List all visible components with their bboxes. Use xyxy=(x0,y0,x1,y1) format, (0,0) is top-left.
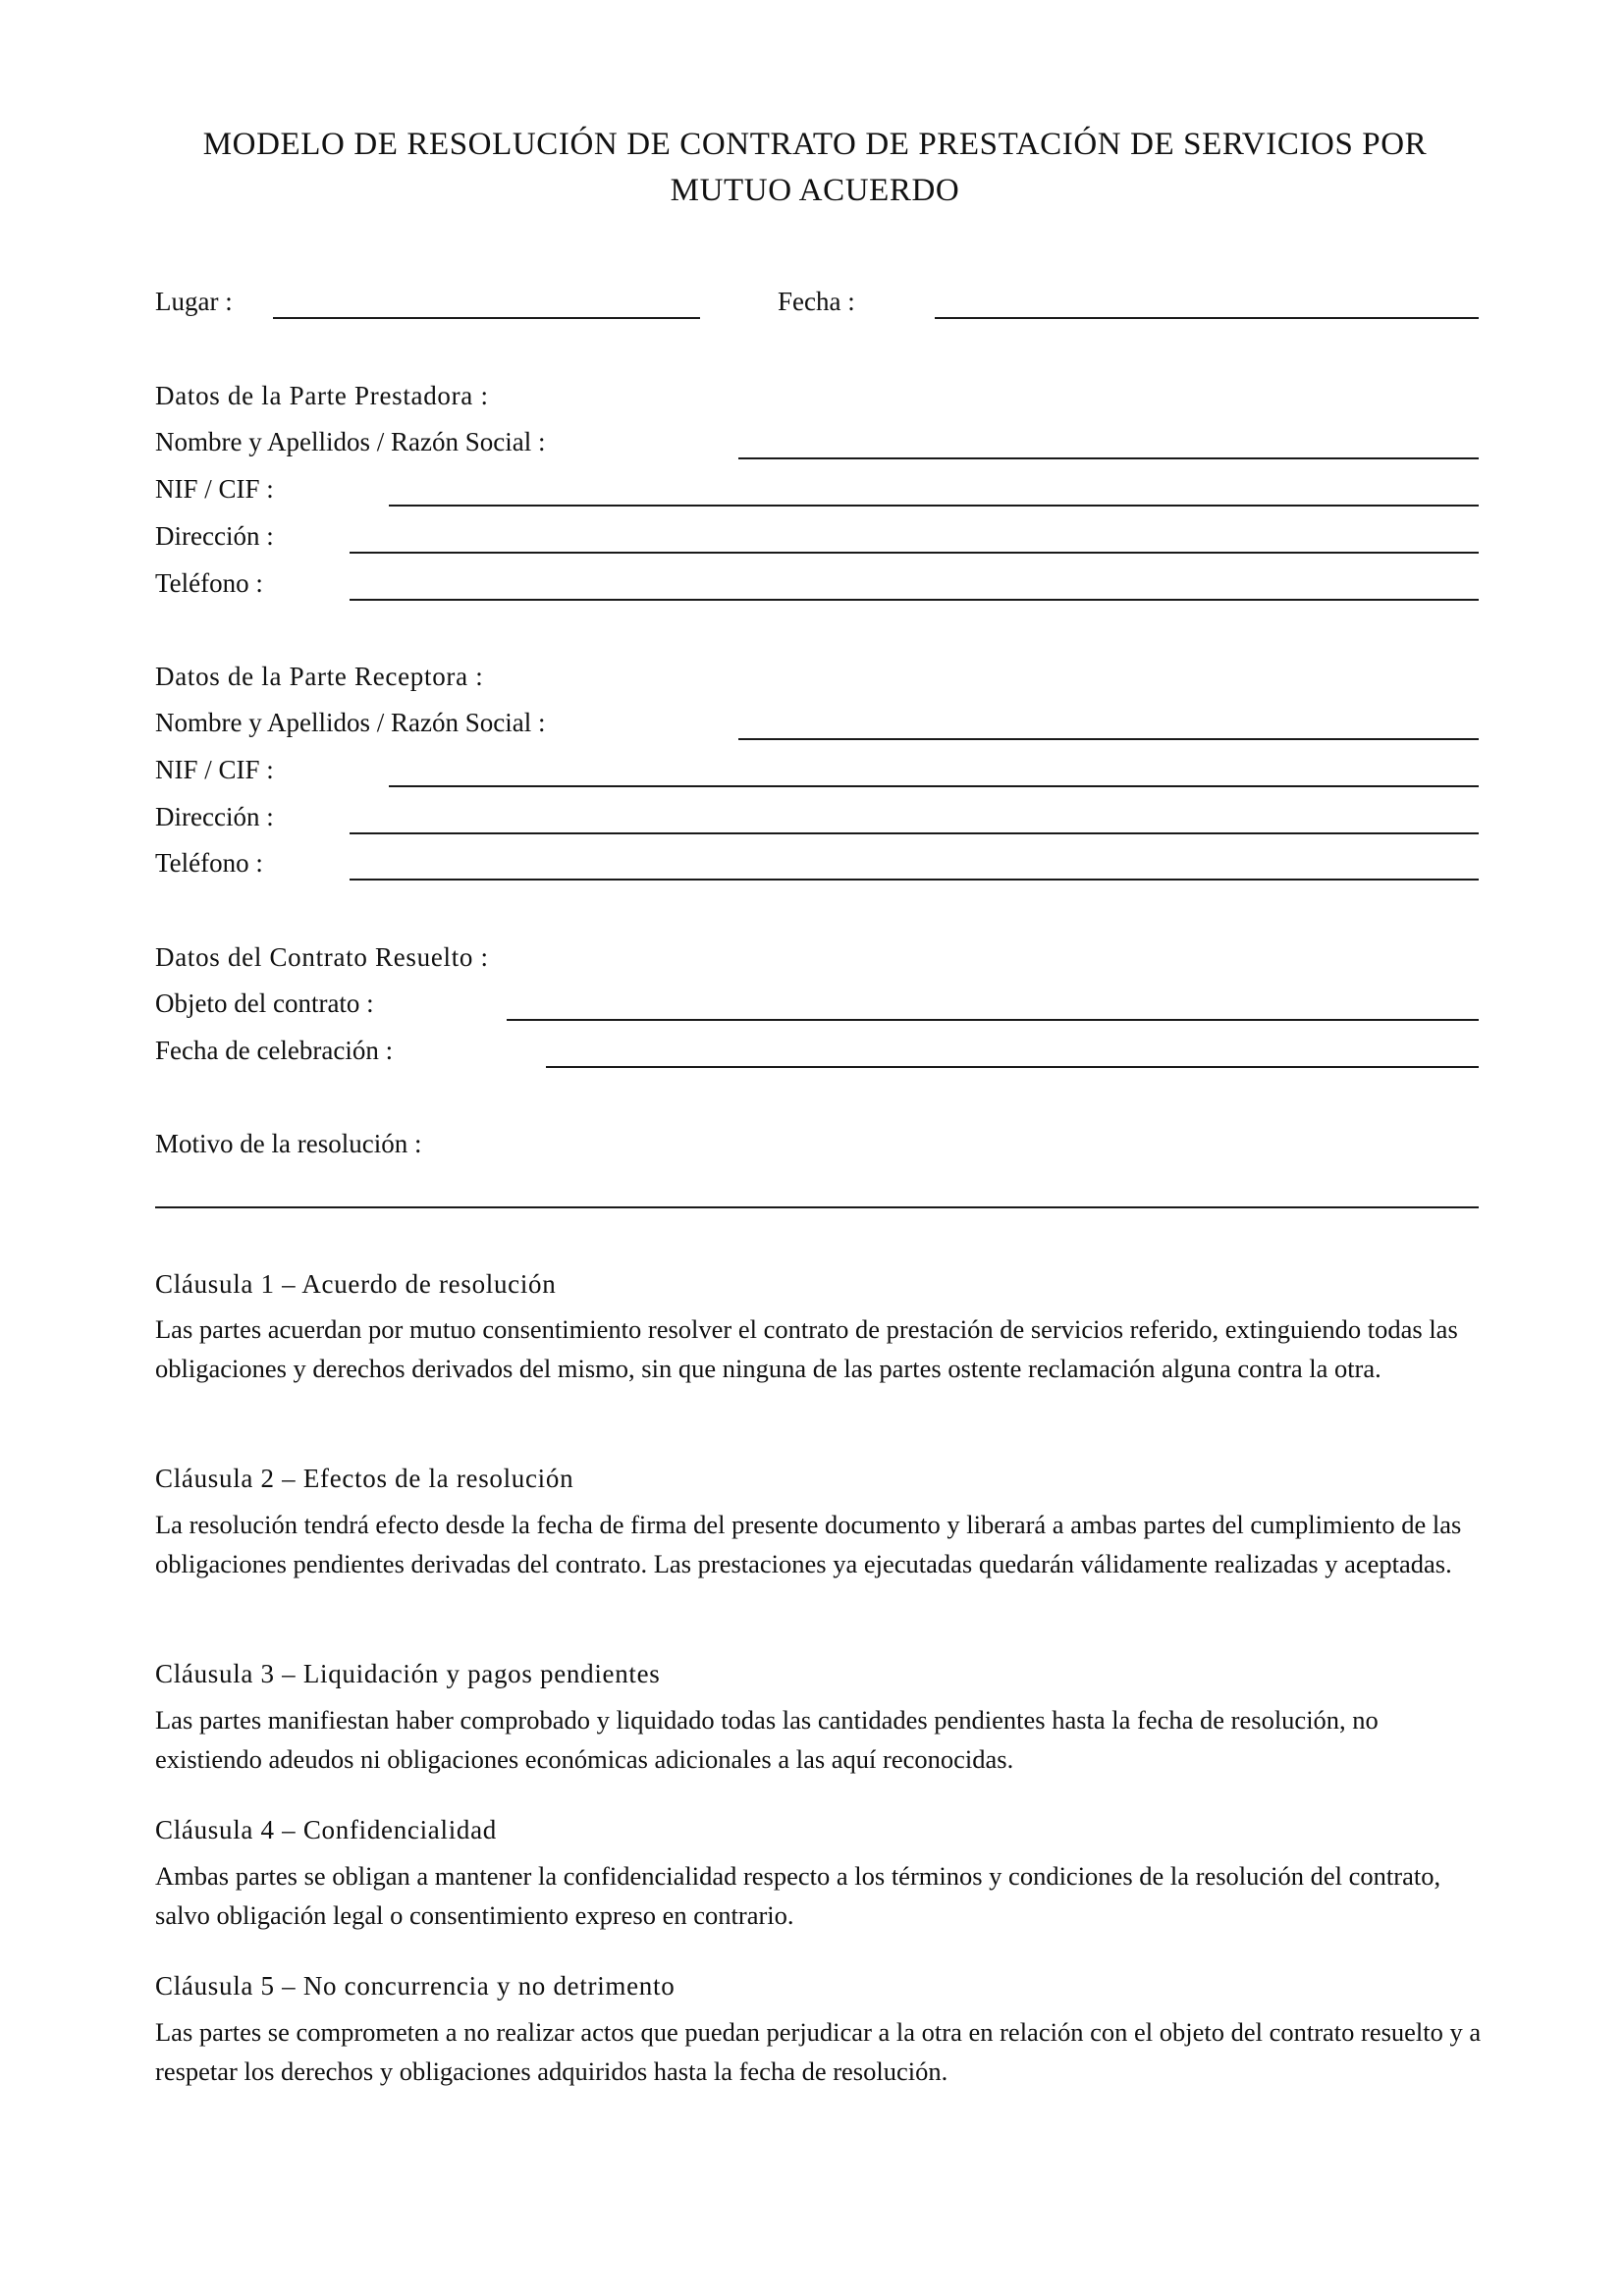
date-field[interactable] xyxy=(935,317,1479,319)
clause-title: Cláusula 4 – Confidencialidad xyxy=(155,1815,497,1844)
provider-heading: Datos de la Parte Prestadora : xyxy=(155,381,489,410)
clause-title: Cláusula 1 – Acuerdo de resolución xyxy=(155,1269,557,1299)
receiver-name-label: Nombre y Apellidos / Razón Social : xyxy=(155,708,546,737)
clause-text: Ambas partes se obligan a mantener la confidencialidad respecto a los términos y condiciones de la resolución del contrato, salvo obligación legal o consentimiento expreso en contrario. xyxy=(155,1861,1441,1930)
clause-title: Cláusula 3 – Liquidación y pagos pendientes xyxy=(155,1659,661,1688)
reason-label: Motivo de la resolución : xyxy=(155,1129,422,1158)
receiver-phone-label: Teléfono : xyxy=(155,848,263,878)
provider-name-field[interactable] xyxy=(738,457,1479,459)
clause-title: Cláusula 5 – No concurrencia y no detrimento xyxy=(155,1971,676,2001)
provider-phone-field[interactable] xyxy=(350,599,1479,601)
receiver-address-label: Dirección : xyxy=(155,802,274,831)
receiver-nif-label: NIF / CIF : xyxy=(155,755,274,784)
receiver-heading: Datos de la Parte Receptora : xyxy=(155,662,484,691)
contract-object-label: Objeto del contrato : xyxy=(155,988,374,1018)
contract-heading: Datos del Contrato Resuelto : xyxy=(155,942,489,972)
provider-address-label: Dirección : xyxy=(155,521,274,551)
receiver-phone-field[interactable] xyxy=(350,879,1479,881)
date-label: Fecha : xyxy=(778,287,855,316)
clause-text: Las partes se comprometen a no realizar actos que puedan perjudicar a la otra en relación con el objeto del contrato resuelto y a respetar los derechos y obligaciones adquiridos hasta la fecha de resolución. xyxy=(155,2017,1482,2086)
place-label: Lugar : xyxy=(155,287,233,316)
place-field[interactable] xyxy=(273,317,700,319)
provider-nif-field[interactable] xyxy=(389,505,1479,507)
clause-text: La resolución tendrá efecto desde la fecha de firma del presente documento y liberará a ambas partes del cumplimiento de las obligaciones pendientes derivadas del contrato. Las prestaciones ya ejecutadas quedarán válidamente realizadas y aceptadas. xyxy=(155,1510,1462,1578)
provider-address-field[interactable] xyxy=(350,552,1479,554)
document-title: MODELO DE RESOLUCIÓN DE CONTRATO DE PRESTACIÓN DE SERVICIOS POR MUTUO ACUERDO xyxy=(202,127,1428,208)
receiver-nif-field[interactable] xyxy=(389,785,1479,787)
contract-date-label: Fecha de celebración : xyxy=(155,1036,394,1065)
reason-field[interactable] xyxy=(155,1206,1479,1208)
receiver-address-field[interactable] xyxy=(350,832,1479,834)
contract-date-field[interactable] xyxy=(546,1066,1479,1068)
contract-object-field[interactable] xyxy=(507,1019,1479,1021)
provider-nif-label: NIF / CIF : xyxy=(155,474,274,504)
provider-name-label: Nombre y Apellidos / Razón Social : xyxy=(155,427,546,456)
clause-title: Cláusula 2 – Efectos de la resolución xyxy=(155,1464,574,1493)
provider-phone-label: Teléfono : xyxy=(155,568,263,598)
receiver-name-field[interactable] xyxy=(738,738,1479,740)
clause-text: Las partes manifiestan haber comprobado y liquidado todas las cantidades pendientes hasta la fecha de resolución, no existiendo adeudos ni obligaciones económicas adicionales a las aquí reconocidas. xyxy=(155,1705,1379,1774)
clause-text: Las partes acuerdan por mutuo consentimiento resolver el contrato de prestación de servicios referido, extinguiendo todas las obligaciones y derechos derivados del mismo, sin que ninguna de las partes ostente reclamación alguna contra la otra. xyxy=(155,1314,1458,1383)
